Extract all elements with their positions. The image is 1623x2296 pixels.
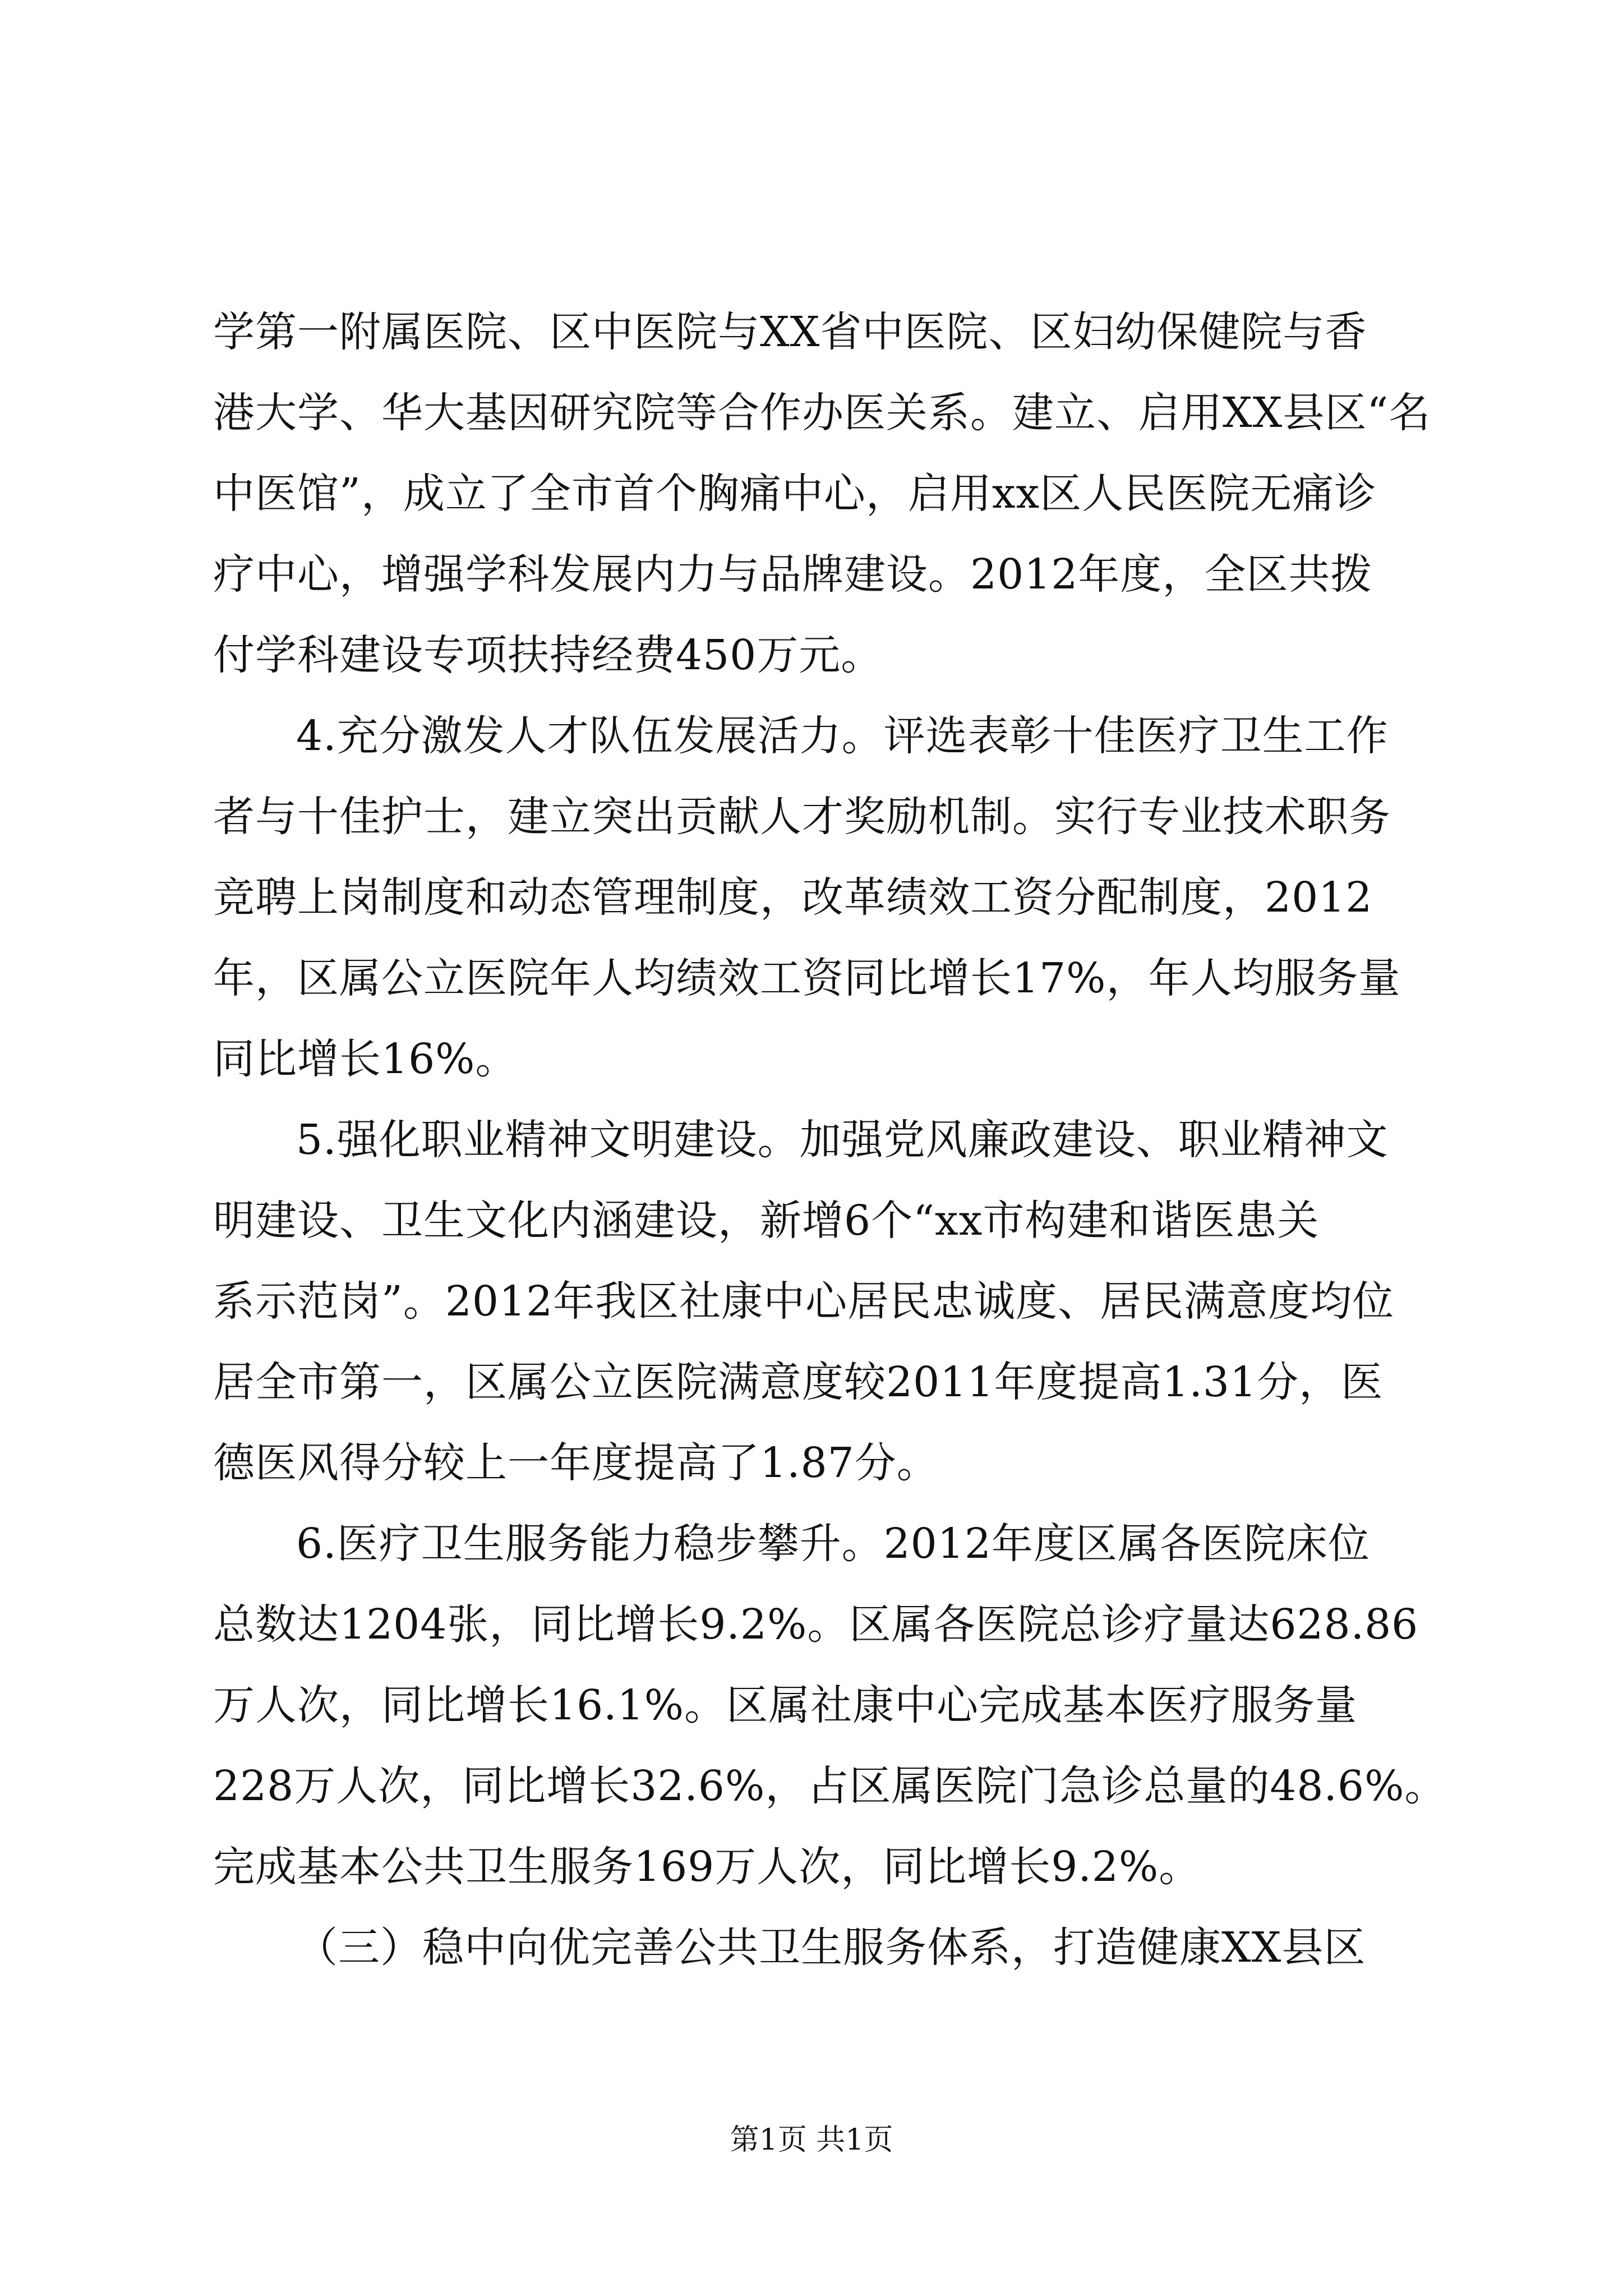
text-line: 付学科建设专项扶持经费450万元。 <box>213 631 883 679</box>
text-line: 德医风得分较上一年度提高了1.87分。 <box>213 1439 939 1487</box>
text-line: 学第一附属医院、区中医院与XX省中医院、区妇幼保健院与香 <box>213 308 1367 356</box>
text-line: 疗中心，增强学科发展内力与品牌建设。2012年度，全区共拨 <box>213 550 1373 599</box>
text-line: 228万人次，同比增长32.6%，占区属医院门急诊总量的48.6%。 <box>213 1762 1447 1810</box>
body-text <box>213 292 1447 1988</box>
page-footer: 第1页 共1页 <box>730 2123 893 2157</box>
text-line: 港大学、华大基因研究院等合作办医关系。建立、启用XX县区“名 <box>213 389 1431 437</box>
text-line: 居全市第一，区属公立医院满意度较2011年度提高1.31分，医 <box>213 1358 1384 1406</box>
section-heading-3: （三）稳中向优完善公共卫生服务体系，打造健康XX县区 <box>296 1924 1366 1972</box>
text-line: 竞聘上岗制度和动态管理制度，改革绩效工资分配制度，2012 <box>213 873 1373 922</box>
text-line: 明建设、卫生文化内涵建设，新增6个“xx市构建和谐医患关 <box>213 1197 1320 1245</box>
text-line: 中医馆”，成立了全市首个胸痛中心，启用xx区人民医院无痛诊 <box>213 470 1377 518</box>
text-line: 同比增长16%。 <box>213 1035 518 1083</box>
paragraph-heading-4: 4.充分激发人才队伍发展活力。评选表彰十佳医疗卫生工作 <box>296 712 1389 760</box>
text-line: 总数达1204张，同比增长9.2%。区属各医院总诊疗量达628.86 <box>213 1600 1419 1649</box>
paragraph-heading-6: 6.医疗卫生服务能力稳步攀升。2012年度区属各医院床位 <box>296 1520 1370 1568</box>
text-line: 年，区属公立医院年人均绩效工资同比增长17%，年人均服务量 <box>213 954 1401 1002</box>
text-line: 系示范岗”。2012年我区社康中心居民忠诚度、居民满意度均位 <box>213 1277 1395 1326</box>
text-line: 者与十佳护士，建立突出贡献人才奖励机制。实行专业技术职务 <box>213 793 1391 841</box>
text-line: 万人次，同比增长16.1%。区属社康中心完成基本医疗服务量 <box>213 1681 1358 1729</box>
text-line: 完成基本公共卫生服务169万人次，同比增长9.2%。 <box>213 1843 1201 1891</box>
paragraph-heading-5: 5.强化职业精神文明建设。加强党风廉政建设、职业精神文 <box>296 1116 1389 1164</box>
